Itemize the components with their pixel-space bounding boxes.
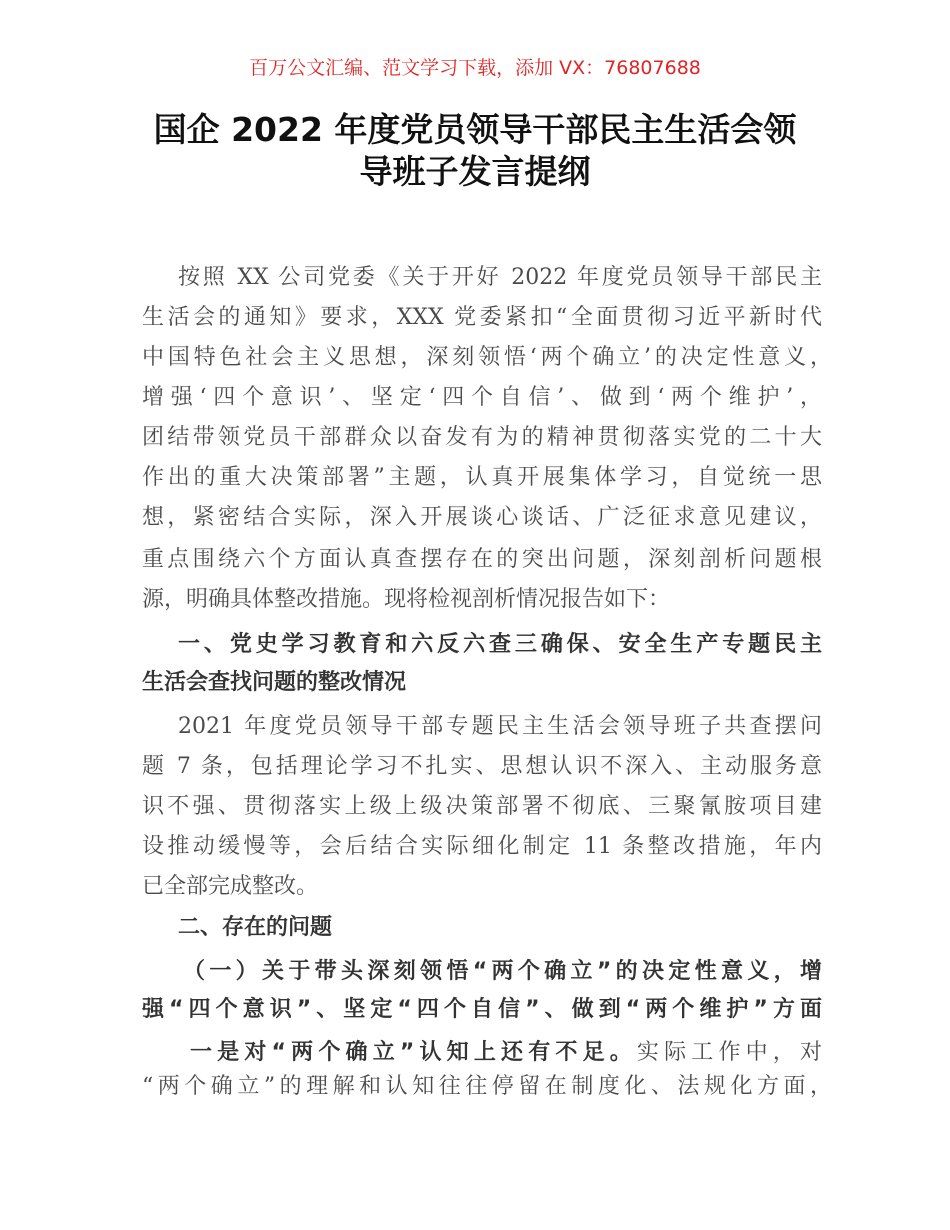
section-1-line: 已全部完成整改。: [142, 874, 319, 899]
point-1-text: 实际工作中，对: [636, 1040, 822, 1065]
section-1-line: 2021 年度党员领导干部专题民主生活会领导班子共查摆问: [178, 714, 822, 739]
download-banner: 百万公文汇编、范文学习下载，添加 VX：76807688: [249, 57, 701, 79]
section-1-heading: 一、党史学习教育和六反六查三确保、安全生产专题民主: [178, 632, 822, 657]
subsection-1-heading: 强“四个意识”、坚定“四个自信”、做到“两个维护”方面: [142, 997, 822, 1022]
section-1-line: 题 7 条，包括理论学习不扎实、思想认识不深入、主动服务意: [142, 754, 822, 779]
intro-line: 增强‘四个意识’、坚定‘四个自信’、做到‘两个维护’，: [142, 385, 822, 410]
document-title-line-1: 国企 2022 年度党员领导干部民主生活会领: [153, 110, 797, 149]
intro-line: 作出的重大决策部署”主题，认真开展集体学习，自觉统一思: [142, 465, 822, 490]
intro-line: 中国特色社会主义思想，深刻领悟‘两个确立’的决定性意义，: [142, 345, 832, 370]
document-title-line-2: 导班子发言提纲: [359, 152, 591, 191]
section-1-line: 识不强、贯彻落实上级上级决策部署不彻底、三聚氰胺项目建: [142, 794, 822, 819]
intro-line: 源，明确具体整改措施。现将检视剖析情况报告如下：: [142, 587, 671, 612]
intro-line: 重点围绕六个方面认真查摆存在的突出问题，深刻剖析问题根: [142, 547, 822, 572]
section-1-heading: 生活会查找问题的整改情况: [142, 670, 407, 695]
point-1-line: “两个确立”的理解和认知往往停留在制度化、法规化方面，: [142, 1074, 832, 1099]
intro-line: 团结带领党员干部群众以奋发有为的精神贯彻落实党的二十大: [142, 425, 822, 450]
subsection-1-heading: （一）关于带头深刻领悟“两个确立”的决定性意义，增: [183, 959, 822, 984]
section-2-heading: 二、存在的问题: [178, 915, 333, 940]
intro-line: 生活会的通知》要求，XXX 党委紧扣“全面贯彻习近平新时代: [142, 305, 822, 330]
intro-line: 按照 XX 公司党委《关于开好 2022 年度党员领导干部民主: [178, 265, 822, 290]
section-1-line: 设推动缓慢等，会后结合实际细化制定 11 条整改措施，年内: [142, 834, 822, 859]
point-1-lead: 一是对“两个确立”认知上还有不足。: [190, 1040, 637, 1065]
intro-line: 想，紧密结合实际，深入开展谈心谈话、广泛征求意见建议，: [142, 505, 822, 530]
